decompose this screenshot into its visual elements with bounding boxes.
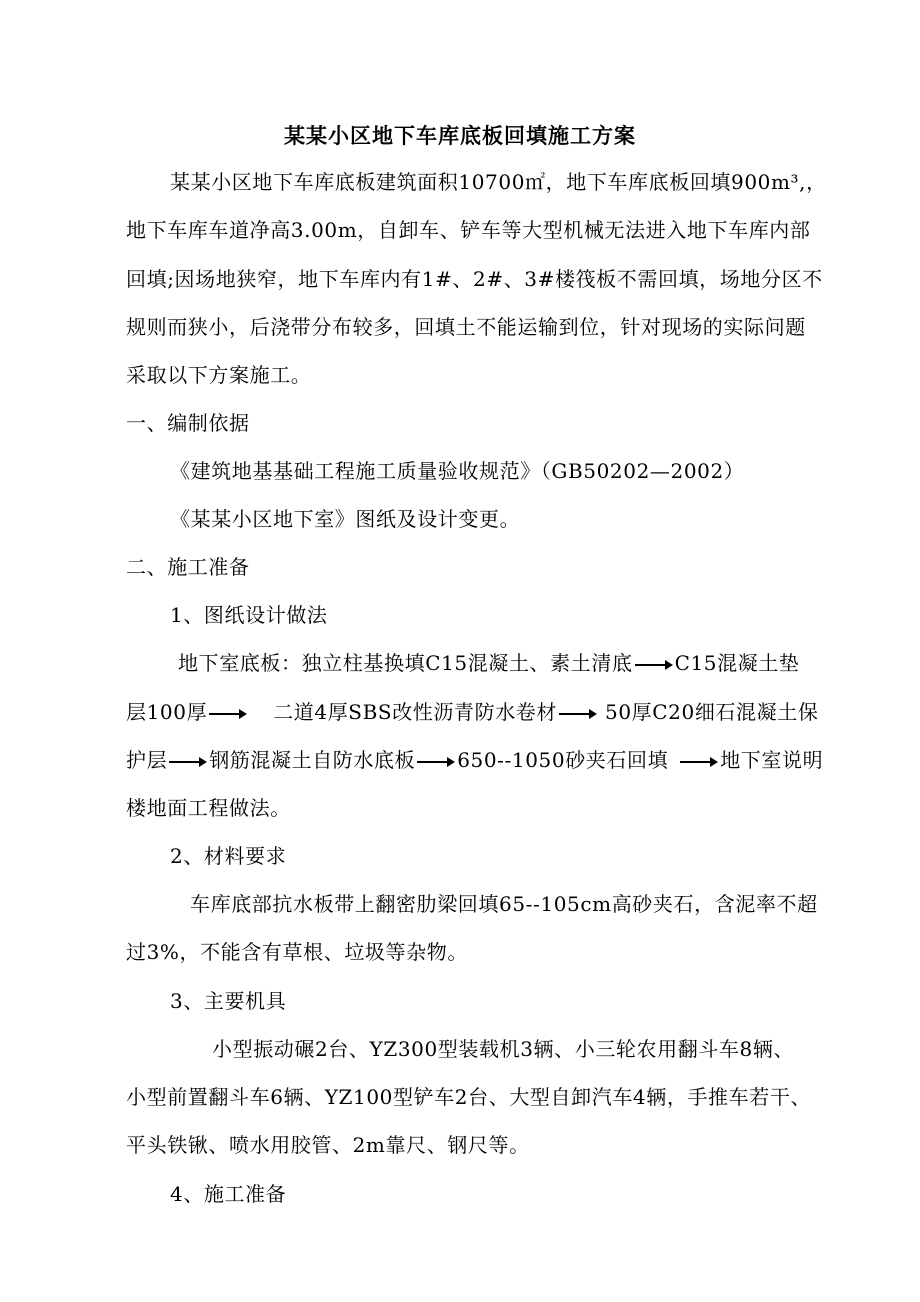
arrow-icon bbox=[680, 757, 718, 767]
material-line-2: 过3%，不能含有草根、垃圾等杂物。 bbox=[126, 940, 468, 964]
arrow-icon bbox=[417, 757, 455, 767]
intro-line-5: 采取以下方案施工。 bbox=[126, 363, 312, 387]
material-line-1: 车库底部抗水板带上翻密肋梁回填65--105cm高砂夹石，含泥率不超 bbox=[190, 892, 818, 916]
arrow-icon bbox=[559, 709, 597, 719]
design-text: 钢筋混凝土自防水底板 bbox=[209, 748, 416, 772]
reference-2: 《某某小区地下室》图纸及设计变更。 bbox=[170, 507, 521, 531]
equipment-line-1: 小型振动碾2台、YZ300型装载机3辆、小三轮农用翻斗车8辆、 bbox=[212, 1037, 795, 1061]
intro-line-1: 某某小区地下车库底板建筑面积10700㎡，地下车库底板回填900m³,， bbox=[170, 170, 827, 194]
design-text: 地下室说明 bbox=[720, 748, 824, 772]
subsection-4-heading: 4、施工准备 bbox=[170, 1182, 287, 1206]
arrow-icon bbox=[635, 660, 673, 670]
intro-line-2: 地下车库车道净高3.00m，自卸车、铲车等大型机械无法进入地下车库内部 bbox=[126, 218, 811, 242]
design-text: 50厚C20细石混凝土保 bbox=[605, 700, 819, 724]
design-line-4: 楼地面工程做法。 bbox=[126, 796, 291, 820]
reference-1: 《建筑地基基础工程施工质量验收规范》（GB50202—2002） bbox=[170, 459, 745, 483]
section-2-heading: 二、施工准备 bbox=[126, 555, 250, 579]
design-line-3 bbox=[126, 746, 823, 774]
design-line-2 bbox=[126, 698, 818, 726]
arrow-icon bbox=[169, 757, 207, 767]
design-text: 地下室底板：独立柱基换填C15混凝土、素土清底 bbox=[178, 651, 633, 675]
design-line-1 bbox=[178, 649, 800, 677]
design-text: 层100厚 bbox=[126, 700, 208, 724]
subsection-1-heading: 1、图纸设计做法 bbox=[170, 603, 328, 627]
design-text: C15混凝土垫 bbox=[674, 651, 800, 675]
arrow-icon bbox=[209, 709, 247, 719]
intro-line-3: 回填;因场地狭窄，地下车库内有1#、2#、3#楼筏板不需回填，场地分区不 bbox=[126, 267, 823, 291]
subsection-3-heading: 3、主要机具 bbox=[170, 989, 287, 1013]
subsection-2-heading: 2、材料要求 bbox=[170, 844, 287, 868]
equipment-line-2: 小型前置翻斗车6辆、YZ100型铲车2台、大型自卸汽车4辆，手推车若干、 bbox=[126, 1085, 812, 1109]
document-title: 某某小区地下车库底板回填施工方案 bbox=[284, 123, 636, 148]
equipment-line-3: 平头铁锹、喷水用胶管、2m靠尺、钢尺等。 bbox=[126, 1133, 530, 1157]
section-1-heading: 一、编制依据 bbox=[126, 411, 250, 435]
design-text: 二道4厚SBS改性沥青防水卷材 bbox=[273, 700, 558, 724]
design-text: 护层 bbox=[126, 748, 168, 772]
intro-line-4: 规则而狭小，后浇带分布较多，回填土不能运输到位，针对现场的实际问题 bbox=[126, 315, 806, 339]
design-text: 650--1050砂夹石回填 bbox=[457, 748, 669, 772]
